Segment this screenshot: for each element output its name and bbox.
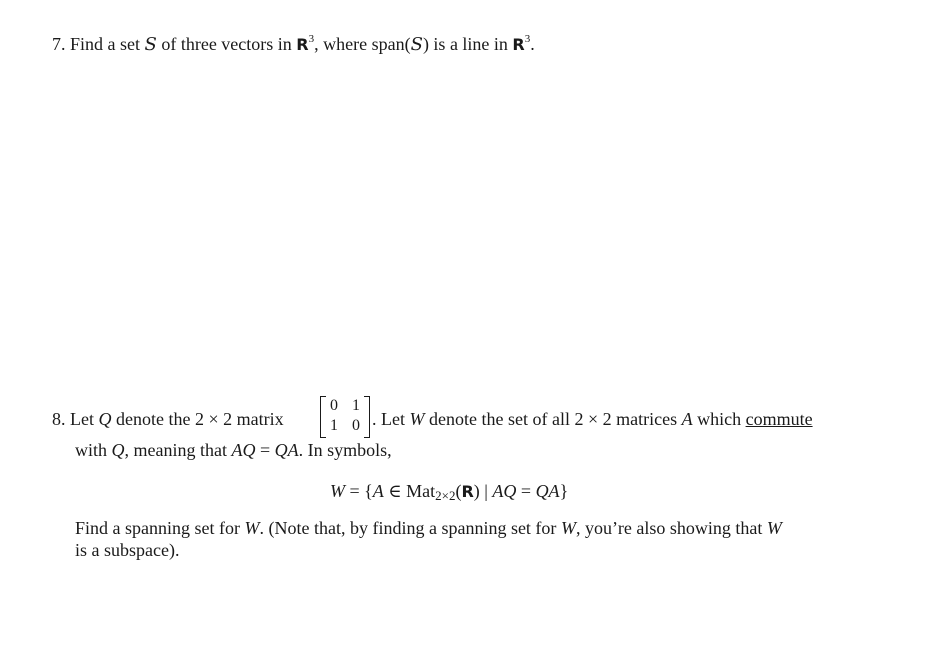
a-symbol: A [681,409,693,429]
disp-w: W [330,481,345,501]
problem-7-text-4: ) is a line in [422,34,508,54]
problem-8-line-5-text: is a subspace). [75,540,180,560]
problem-8-line-2-c: . In symbols, [298,440,392,460]
w-symbol-5: W [766,518,782,538]
disp-d: ) | [473,481,488,501]
problem-7-line [52,33,535,56]
disp-qa: QA [535,481,560,501]
disp-aq: AQ [492,481,517,501]
reals-symbol-2: R [512,35,525,54]
matrix-right-bracket [364,396,370,438]
problem-7-text-3: , where span( [314,34,411,54]
commute-link[interactable]: commute [745,409,813,429]
disp-a: = { [349,481,373,501]
problem-8-line-4 [75,517,782,539]
problem-8-text-3: . Let [372,409,405,429]
set-s-symbol-2: S [410,34,423,55]
problem-8-line-5 [75,539,179,561]
set-s-symbol: S [144,34,157,55]
problem-7-text-1: Find a set [70,34,140,54]
disp-A: A [372,481,384,501]
disp-sub: 2×2 [435,488,456,503]
q-symbol: Q [98,409,112,429]
aq-product: AQ [231,440,256,460]
problem-8-line-1-right [372,408,813,430]
w-symbol: W [409,409,425,429]
problem-8-line-4-b: . (Note that, by finding a spanning set for [259,518,557,538]
w-symbol-4: W [560,518,576,538]
problem-8-text-1: Let [70,409,94,429]
problem-8-number: 8. [52,409,66,429]
problem-8-line-2-a: with [75,440,108,460]
w-symbol-3: W [244,518,260,538]
disp-e: = [520,481,532,501]
equals-sign: = [260,440,271,460]
exponent-3: 3 [308,33,315,45]
matrix-q [320,396,370,438]
matrix-cell-01: 1 [352,397,360,414]
matrix-cell-11: 0 [352,417,360,434]
matrix-cell-10: 1 [330,417,338,434]
problem-8-text-5: which [697,409,742,429]
problem-8-line-4-c: , you’re also showing that [575,518,763,538]
problem-7-number: 7. [52,34,66,54]
disp-b: ∈ Mat [388,481,436,501]
problem-8-line-4-a: Find a spanning set for [75,518,240,538]
problem-7-text-5: . [530,34,535,54]
exponent-3-b: 3 [524,33,531,45]
problem-8-text-2: denote the 2 × 2 matrix [116,409,284,429]
problem-8-line-2 [75,439,392,461]
display-equation [330,480,568,503]
problem-8-line-1-left [52,408,284,430]
disp-f: } [559,481,569,501]
qa-product: QA [274,440,299,460]
matrix-left-bracket [320,396,326,438]
problem-8-line-2-b: , meaning that [124,440,227,460]
problem-8-text-4: denote the set of all 2 × 2 matrices [429,409,678,429]
q-symbol-2: Q [111,440,125,460]
reals-symbol: R [296,35,309,54]
disp-c: ( [455,481,462,501]
disp-reals: R [461,482,474,501]
problem-7-text-2: of three vectors in [161,34,292,54]
matrix-cell-00: 0 [330,397,338,414]
